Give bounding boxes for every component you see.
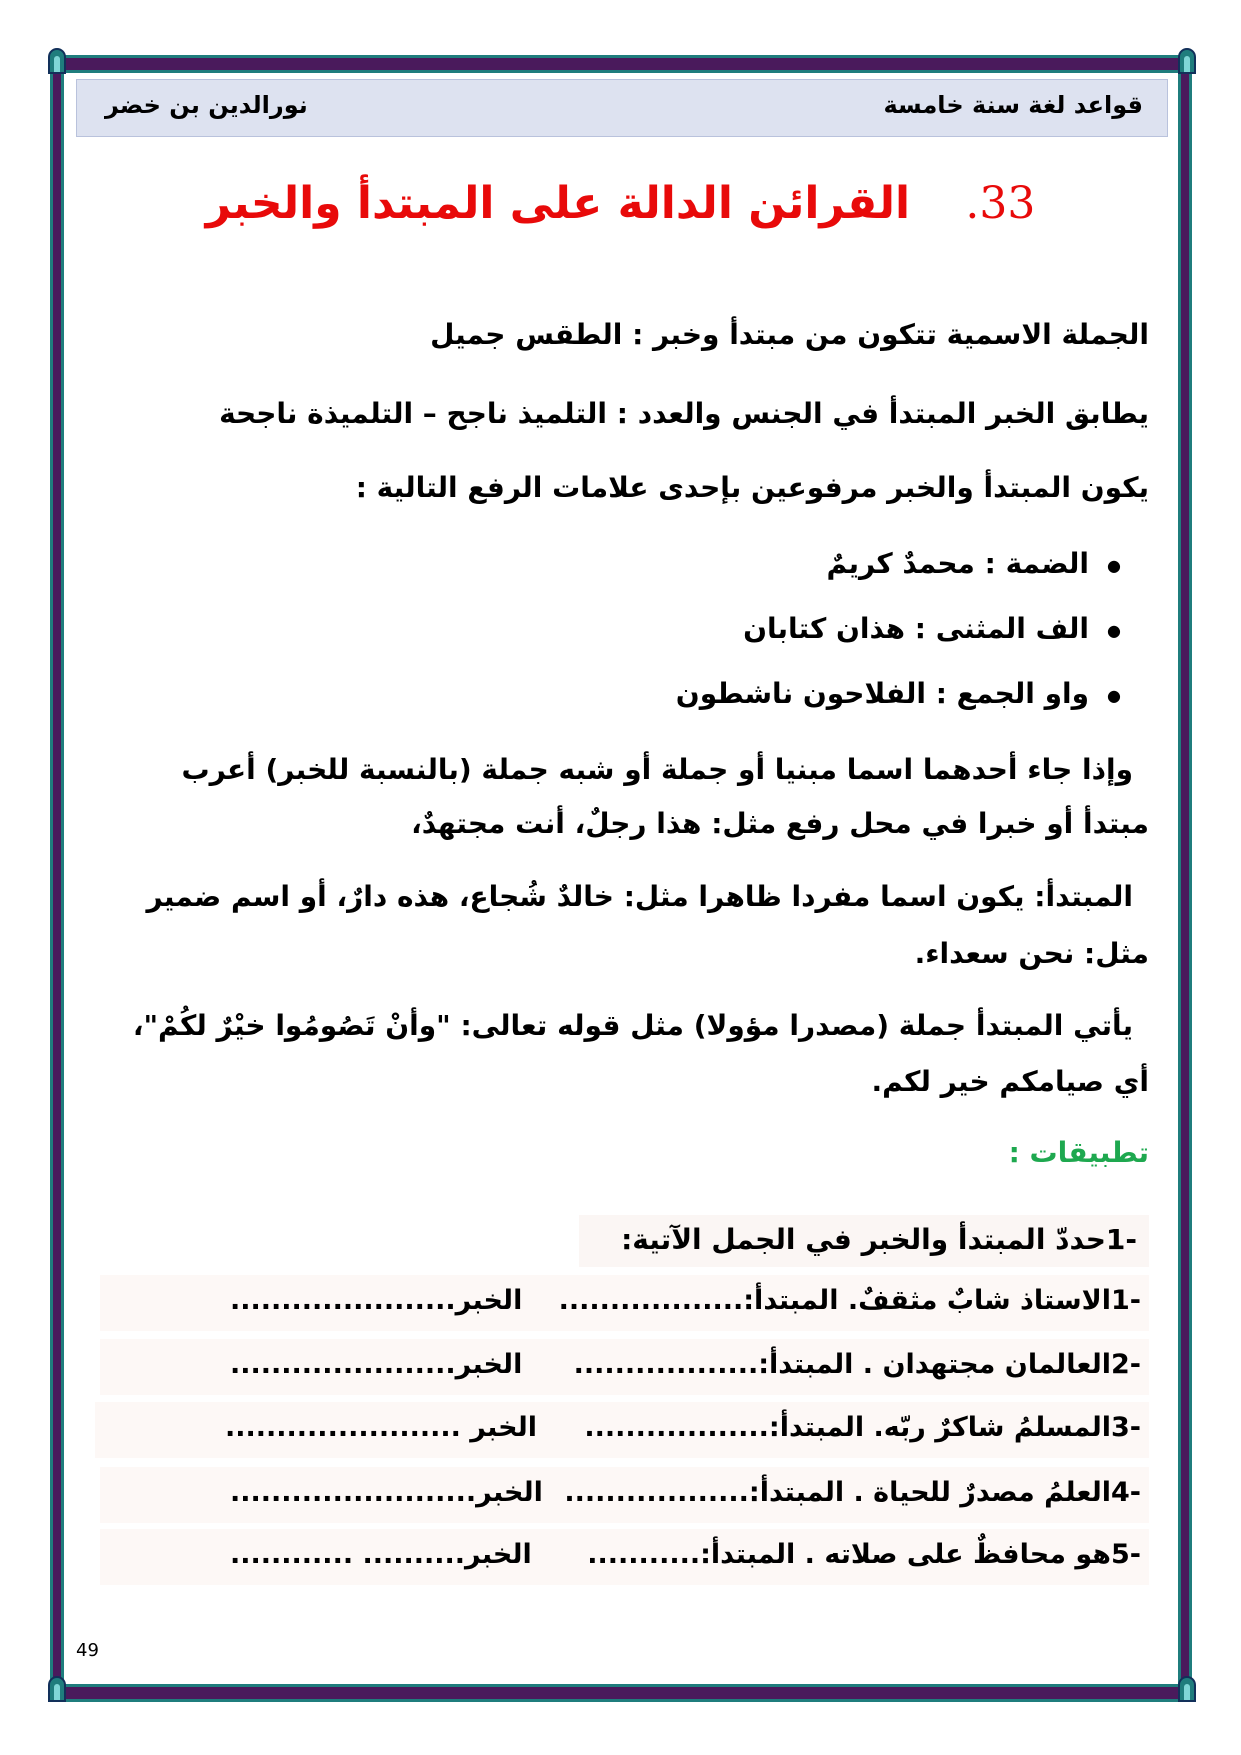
khabar-blank[interactable]: الخبر ....................... [225,1412,537,1443]
corner-ornament-icon [48,1676,66,1702]
khabar-blank[interactable]: الخبر........................ [230,1477,543,1508]
paragraph-line: المبتدأ: يكون اسما مفردا ظاهرا مثل: خالدٌ شُجاع، هذه دارٌ، أو اسم ضمير [146,880,1133,913]
corner-ornament-icon [1178,48,1196,74]
exercise-question: -3المسلمُ شاكرٌ ربّه. المبتدأ:.................. [584,1412,1141,1443]
paragraph-line: يأتي المبتدأ جملة (مصدرا مؤولا) مثل قوله تعالى: "وأنْ تَصُومُوا خيْرٌ لكُمْ"، [132,1009,1133,1042]
rule-line: الجملة الاسمية تتكون من مبتدأ وخبر : الطقس جميل [430,318,1149,351]
paragraph-line: مبتدأ أو خبرا في محل رفع مثل: هذا رجلٌ، أنت مجتهدٌ، [411,807,1149,840]
exercise-question: -1الاستاذ شابٌ مثقفٌ. المبتدأ:.................. [558,1285,1141,1316]
border-left [50,64,64,1694]
exercise-title-box [579,1215,1149,1267]
exercise-row [95,1402,1149,1458]
corner-ornament-icon [1178,1676,1196,1702]
khabar-blank[interactable]: الخبر.......... ............ [230,1539,532,1570]
paragraph-line: مثل: نحن سعداء. [914,937,1149,970]
bullet-item: ● الف المثنى : هذان كتابان [743,612,1121,645]
page-number: 49 [76,1640,99,1661]
exercise-row [100,1467,1149,1523]
header-subject: قواعد لغة سنة خامسة [883,91,1143,119]
border-top [60,55,1182,73]
border-bottom [60,1684,1182,1702]
page-title [0,178,1241,229]
page-header [76,79,1168,137]
applications-heading: تطبيقات : [1008,1136,1149,1169]
border-right [1178,64,1192,1694]
exercise-row [100,1529,1149,1585]
corner-ornament-icon [48,48,66,74]
exercise-question: -4العلمُ مصدرٌ للحياة . المبتدأ:.................. [564,1477,1141,1508]
exercise-title: -1حددّ المبتدأ والخبر في الجمل الآتية: [621,1223,1137,1256]
exercise-question: -2العالمان مجتهدان . المبتدأ:.................. [573,1349,1141,1380]
header-author: نورالدين بن خضر [105,91,308,119]
exercise-question: -5هو محافظٌ على صلاته . المبتدأ:........... [587,1539,1141,1570]
paragraph-line: أي صيامكم خير لكم. [871,1065,1149,1098]
bullet-item: ● الضمة : محمدٌ كريمٌ [827,547,1122,580]
exercise-row [100,1339,1149,1395]
lesson-number: 33. [965,178,1036,229]
exercise-row [100,1275,1149,1331]
khabar-blank[interactable]: الخبر...................... [230,1349,523,1380]
paragraph-line: وإذا جاء أحدهما اسما مبنيا أو جملة أو شبه جملة (بالنسبة للخبر) أعرب [181,753,1133,786]
bullet-item: ● واو الجمع : الفلاحون ناشطون [676,677,1121,710]
rule-line: يكون المبتدأ والخبر مرفوعين بإحدى علامات الرفع التالية : [355,471,1149,504]
lesson-title: القرائن الدالة على المبتدأ والخبر [205,178,911,229]
rule-line: يطابق الخبر المبتدأ في الجنس والعدد : التلميذ ناجح – التلميذة ناجحة [219,397,1149,430]
khabar-blank[interactable]: الخبر...................... [230,1285,523,1316]
